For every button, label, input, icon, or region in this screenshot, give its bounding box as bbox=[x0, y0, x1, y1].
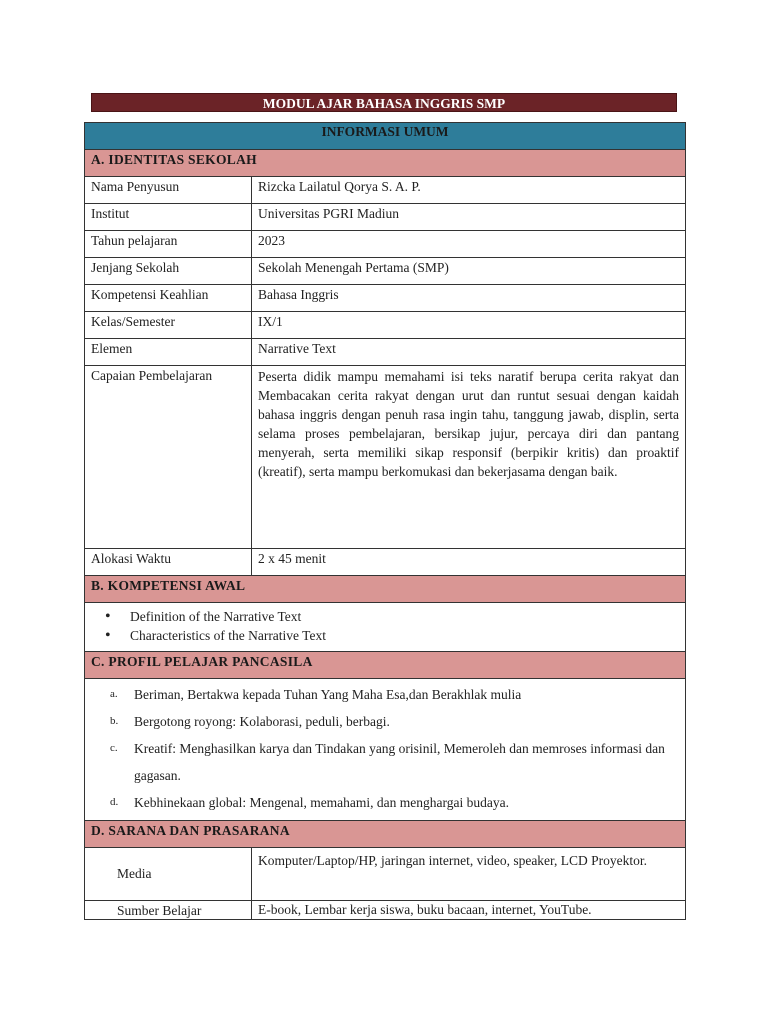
section-d-title: D. SARANA DAN PRASARANA bbox=[85, 821, 686, 848]
table-row bbox=[85, 231, 686, 258]
list-marker: d. bbox=[110, 796, 119, 808]
row-label-media: Media bbox=[85, 848, 252, 901]
table-row bbox=[85, 603, 686, 652]
table-row bbox=[85, 258, 686, 285]
section-a-title: A. IDENTITAS SEKOLAH bbox=[85, 150, 686, 177]
table-row bbox=[85, 204, 686, 231]
row-label-sumber-belajar: Sumber Belajar bbox=[85, 901, 252, 920]
profil-pelajar-cell bbox=[85, 679, 686, 821]
row-value-tahun-pelajaran: 2023 bbox=[252, 231, 686, 258]
row-value-jenjang-sekolah: Sekolah Menengah Pertama (SMP) bbox=[252, 258, 686, 285]
list-item bbox=[110, 681, 685, 708]
row-label-tahun-pelajaran: Tahun pelajaran bbox=[85, 231, 252, 258]
list-marker: b. bbox=[110, 715, 119, 727]
section-a-header bbox=[85, 150, 686, 177]
table-row bbox=[85, 285, 686, 312]
row-value-elemen: Narrative Text bbox=[252, 339, 686, 366]
row-label-institut: Institut bbox=[85, 204, 252, 231]
list-item: • Characteristics of the Narrative Text bbox=[130, 626, 685, 645]
profil-pelajar-list bbox=[85, 679, 685, 820]
kompetensi-awal-cell bbox=[85, 603, 686, 652]
row-label-capaian: Capaian Pembelajaran bbox=[85, 366, 252, 549]
list-marker: a. bbox=[110, 688, 118, 700]
module-info-table bbox=[84, 122, 686, 920]
list-item-text: Beriman, Bertakwa kepada Tuhan Yang Maha Esa,dan Berakhlak mulia bbox=[134, 687, 522, 702]
row-value-kompetensi-keahlian: Bahasa Inggris bbox=[252, 285, 686, 312]
section-b-title: B. KOMPETENSI AWAL bbox=[85, 576, 686, 603]
section-b-header bbox=[85, 576, 686, 603]
section-c-header bbox=[85, 652, 686, 679]
list-item: • Definition of the Narrative Text bbox=[130, 607, 685, 626]
row-label-alokasi: Alokasi Waktu bbox=[85, 549, 252, 576]
row-label-kelas-semester: Kelas/Semester bbox=[85, 312, 252, 339]
table-row bbox=[85, 366, 686, 549]
table-row bbox=[85, 339, 686, 366]
list-item-text: Bergotong royong: Kolaborasi, peduli, berbagi. bbox=[134, 714, 390, 729]
informasi-umum-title: INFORMASI UMUM bbox=[85, 123, 686, 150]
section-d-header bbox=[85, 821, 686, 848]
section-c-title: C. PROFIL PELAJAR PANCASILA bbox=[85, 652, 686, 679]
row-value-institut: Universitas PGRI Madiun bbox=[252, 204, 686, 231]
table-row bbox=[85, 177, 686, 204]
table-row bbox=[85, 312, 686, 339]
row-value-sumber-belajar: E-book, Lembar kerja siswa, buku bacaan, internet, YouTube. bbox=[252, 901, 686, 920]
table-row bbox=[85, 848, 686, 901]
row-value-nama-penyusun: Rizcka Lailatul Qorya S. A. P. bbox=[252, 177, 686, 204]
list-marker: c. bbox=[110, 742, 118, 754]
row-label-jenjang-sekolah: Jenjang Sekolah bbox=[85, 258, 252, 285]
table-row bbox=[85, 679, 686, 821]
row-value-alokasi: 2 x 45 menit bbox=[252, 549, 686, 576]
list-item bbox=[110, 708, 685, 735]
informasi-umum-header bbox=[85, 123, 686, 150]
kompetensi-awal-list bbox=[85, 603, 685, 651]
list-item bbox=[110, 735, 685, 789]
list-item-text: Kreatif: Menghasilkan karya dan Tindakan yang orisinil, Memeroleh dan memroses informasi dan gagasan. bbox=[134, 741, 665, 783]
row-label-nama-penyusun: Nama Penyusun bbox=[85, 177, 252, 204]
row-value-media: Komputer/Laptop/HP, jaringan internet, video, speaker, LCD Proyektor. bbox=[252, 848, 686, 901]
list-item-text: Kebhinekaan global: Mengenal, memahami, dan menghargai budaya. bbox=[134, 795, 510, 810]
row-label-kompetensi-keahlian: Kompetensi Keahlian bbox=[85, 285, 252, 312]
list-item bbox=[110, 789, 685, 816]
table-row bbox=[85, 549, 686, 576]
document-title: MODUL AJAR BAHASA INGGRIS SMP bbox=[91, 93, 677, 112]
row-label-elemen: Elemen bbox=[85, 339, 252, 366]
row-value-capaian: Peserta didik mampu memahami isi teks naratif berupa cerita rakyat dan Membacakan cerita rakyat dengan urut dan runtut sesuai dengan kaidah bahasa inggris dengan penuh rasa ingin tahu, tanggung jawab, displin, serta selama proses pembelajaran, bersikap jujur, percaya diri dan pantang menyerah, serta memiliki sikap responsif (berpikir kritis) dan proaktif (kreatif), serta mampu berkomukasi dan bekerjasama dengan baik. bbox=[252, 366, 686, 549]
row-value-kelas-semester: IX/1 bbox=[252, 312, 686, 339]
table-row bbox=[85, 901, 686, 920]
